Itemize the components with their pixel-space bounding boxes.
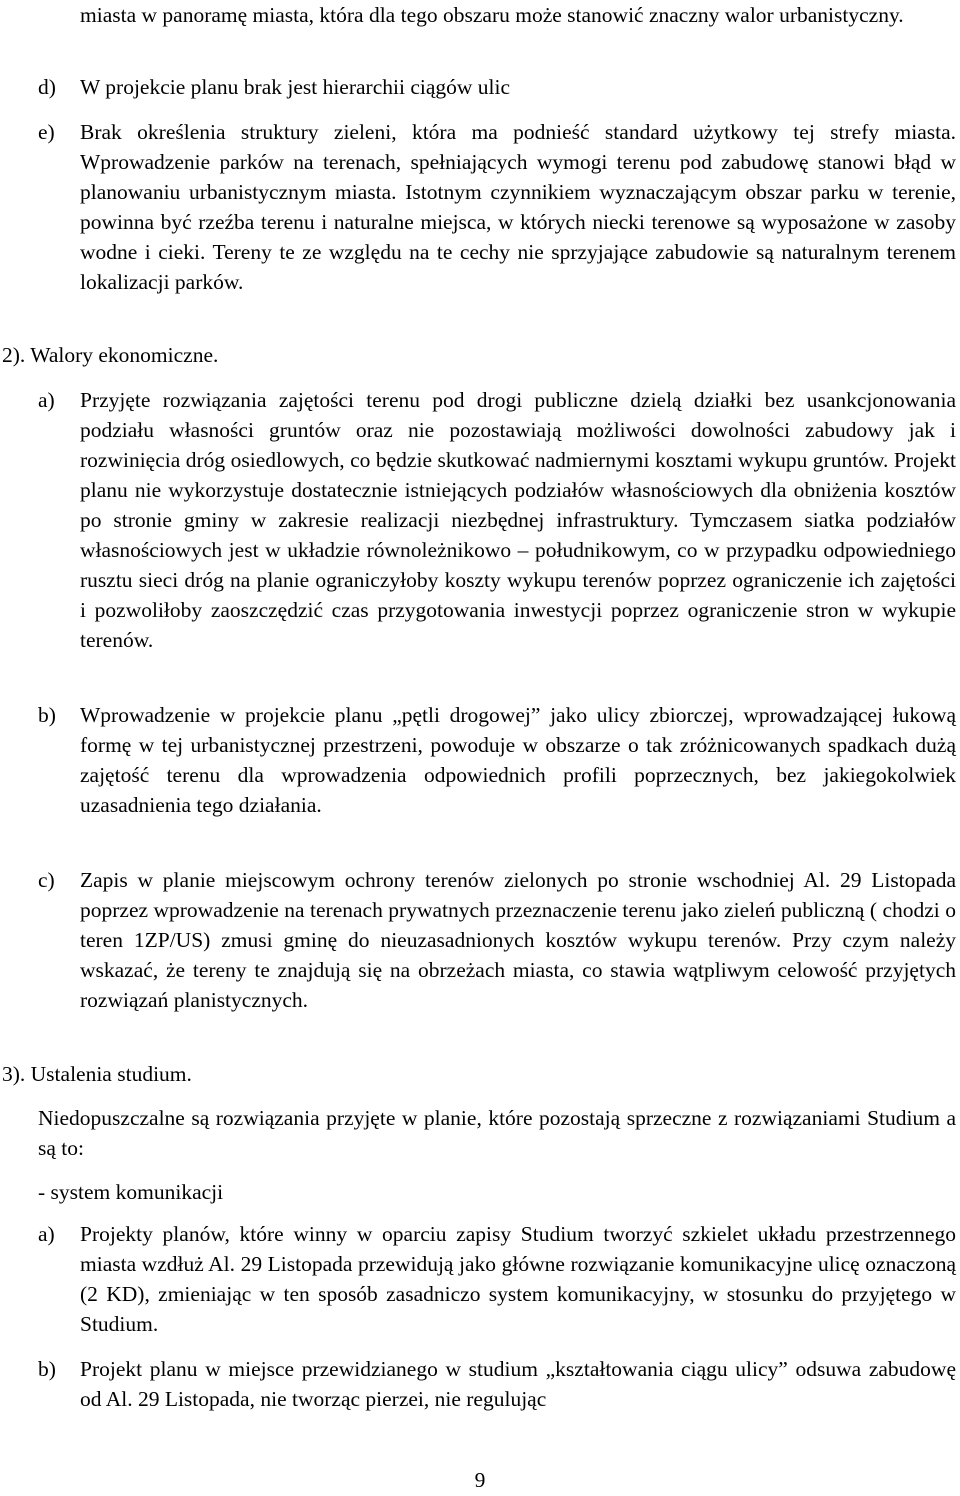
section3-subheading: - system komunikacji: [38, 1180, 224, 1204]
list-item-2c: [38, 865, 956, 1015]
section-heading-2: 2). Walory ekonomiczne.: [2, 343, 219, 367]
list-item-d: [38, 72, 956, 102]
list-label: b): [38, 703, 56, 727]
list-item-2a: [38, 385, 956, 655]
list-item-3b: [38, 1354, 956, 1414]
list-text: Przyjęte rozwiązania zajętości terenu pod drogi publiczne dzielą działki bez usankcjonowania podziału własności gruntów oraz nie pozostawiają możliwości dowolności zabudowy jak i rozwinięcia dróg osiedlowych, co będzie skutkować nadmiernymi kosztami wykupu gruntów. Projekt planu nie wykorzystuje dostatecznie istniejących podziałów własnościowych dla obniżenia kosztów po stronie gminy w zakresie realizacji niezbędnej infrastruktury. Tymczasem siatka podziałów własnościowych jest w układzie równoleżnikowo – południkowym, co w przypadku odpowiedniego rusztu sieci dróg na planie ograniczyłoby koszty wykupu terenów poprzez ograniczenie ich zajętości i pozwoliłoby zaoszczędzić czas przygotowania inwestycji poprzez ograniczenie stron w wykupie terenów.: [80, 388, 956, 652]
list-text: Zapis w planie miejscowym ochrony terenów zielonych po stronie wschodniej Al. 29 Listopada poprzez wprowadzenie na terenach prywatnych przeznaczenie terenu jako zieleń publiczną ( chodzi o teren 1ZP/US) zmusi gminę do nieuzasadnionych kosztów wykupu terenów. Przy czym należy wskazać, że tereny te znajdują się na obrzeżach miasta, co stawia wątpliwym celowość przyjętych rozwiązań planistycznych.: [80, 868, 956, 1012]
list-item-e: [38, 117, 956, 297]
section-heading-3: 3). Ustalenia studium.: [2, 1062, 192, 1086]
list-label: a): [38, 1222, 55, 1246]
list-text: Projekt planu w miejsce przewidzianego w studium „kształtowania ciągu ulicy” odsuwa zabudowę od Al. 29 Listopada, nie tworząc pierzei, nie regulując: [80, 1357, 956, 1411]
list-label: c): [38, 868, 55, 892]
list-text: Brak określenia struktury zieleni, która ma podnieść standard użytkowy tej strefy miasta. Wprowadzenie parków na terenach, spełniających wymogi terenu pod zabudowę stanowi błąd w planowaniu urbanistycznym miasta. Istotnym czynnikiem wyznaczającym obszar parku w terenie, powinna być rzeźba terenu i naturalne miejsca, w których niecki terenowe są wyposażone w zasoby wodne i cieki. Tereny te ze względu na te cechy nie sprzyjające zabudowie są naturalnym terenem lokalizacji parków.: [80, 120, 956, 294]
list-item-3a: [38, 1219, 956, 1339]
list-label: a): [38, 388, 55, 412]
list-label: e): [38, 120, 55, 144]
continuation-paragraph: miasta w panoramę miasta, która dla tego obszaru może stanowić znaczny walor urbanistyczny.: [80, 3, 904, 27]
section3-intro: Niedopuszczalne są rozwiązania przyjęte w planie, które pozostają sprzeczne z rozwiązaniami Studium a są to:: [38, 1106, 956, 1160]
list-label: d): [38, 75, 56, 99]
list-label: b): [38, 1357, 56, 1381]
list-text: Wprowadzenie w projekcie planu „pętli drogowej” jako ulicy zbiorczej, wprowadzającej łukową formę w tej urbanistycznej przestrzeni, powoduje w obszarze o tak zróżnicowanych spadkach dużą zajętość terenu dla wprowadzenia odpowiednich profili poprzecznych, bez jakiegokolwiek uzasadnienia tego działania.: [80, 703, 956, 817]
page-number: 9: [474, 1468, 486, 1492]
list-text: Projekty planów, które winny w oparciu zapisy Studium tworzyć szkielet układu przestrzennego miasta wzdłuż Al. 29 Listopada przewidują jako główne rozwiązanie komunikacyjne ulicę oznaczoną (2 KD), zmieniając w ten sposób zasadniczo system komunikacyjny, w stosunku do przyjętego w Studium.: [80, 1222, 956, 1336]
list-item-2b: [38, 700, 956, 820]
list-text: W projekcie planu brak jest hierarchii ciągów ulic: [80, 75, 511, 99]
